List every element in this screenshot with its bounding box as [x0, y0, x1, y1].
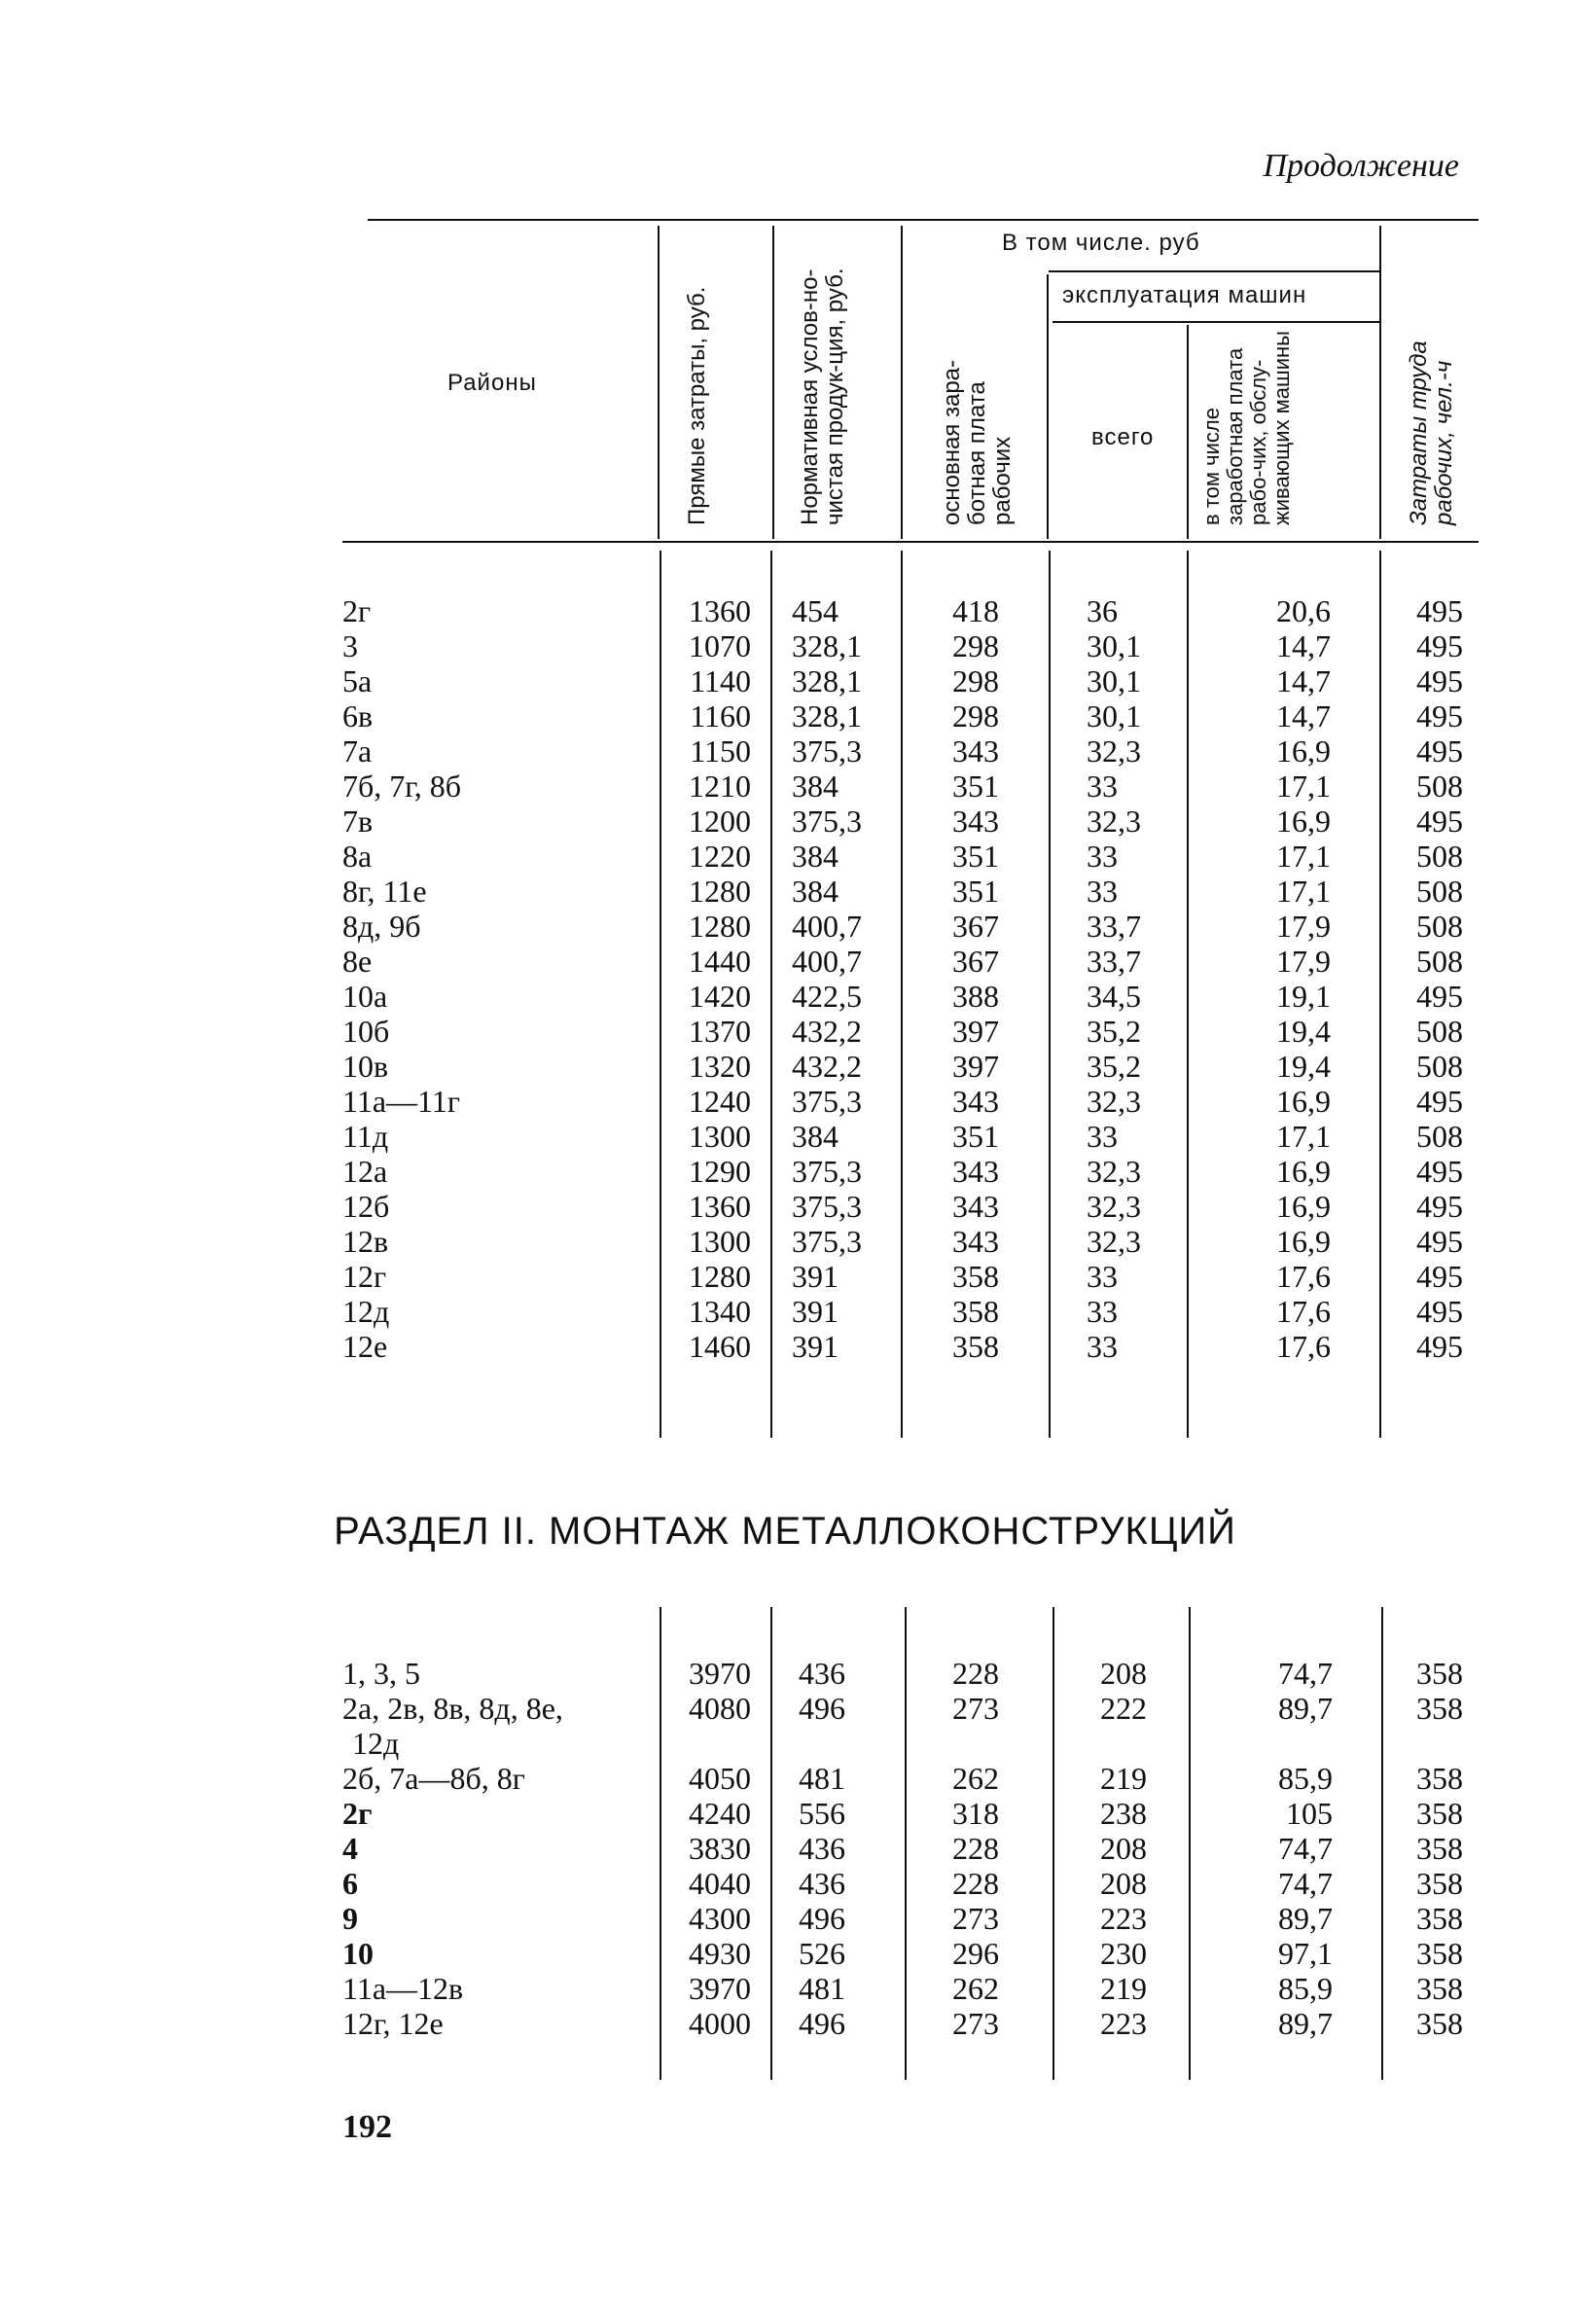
header-divider	[1379, 226, 1381, 539]
table-cell: 33	[1087, 1119, 1118, 1154]
table-row	[0, 874, 1570, 909]
table-cell: 17,1	[1276, 1119, 1331, 1154]
table-row	[0, 1259, 1570, 1294]
table-cell: 351	[952, 769, 999, 804]
table-cell: 2г	[342, 1796, 373, 1831]
table-cell: 223	[1100, 2006, 1147, 2041]
table-cell: 1160	[690, 698, 751, 733]
table-cell: 273	[952, 1691, 999, 1726]
table-row	[0, 593, 1570, 628]
table-cell: 375,3	[792, 804, 862, 839]
header-normative: Нормативная услов-но-чистая продук-ция, руб.	[797, 268, 848, 525]
table-cell: 33,7	[1087, 944, 1141, 979]
table-cell: 20,6	[1276, 593, 1331, 628]
table-cell: 17,1	[1276, 839, 1331, 874]
table-cell: 1320	[689, 1049, 751, 1084]
table-cell: 508	[1416, 1014, 1463, 1049]
table-cell: 3970	[689, 1971, 751, 2006]
table-cell: 384	[792, 839, 839, 874]
table-cell: 1360	[689, 593, 751, 628]
table-row	[0, 2006, 1570, 2041]
table-row	[0, 979, 1570, 1014]
table-cell: 358	[1416, 1831, 1463, 1866]
table-cell: 208	[1100, 1866, 1147, 1901]
table-cell: 228	[952, 1656, 999, 1691]
table-cell: 230	[1100, 1936, 1147, 1971]
table-row	[0, 1189, 1570, 1224]
table-cell: 495	[1416, 1084, 1463, 1119]
table-cell: 3830	[689, 1831, 751, 1866]
table-cell: 375,3	[792, 1189, 862, 1224]
table-cell: 7а	[342, 733, 373, 769]
table-cell: 318	[952, 1796, 999, 1831]
table-cell: 298	[952, 628, 999, 663]
table-cell: 6	[342, 1866, 358, 1901]
table-cell: 74,7	[1278, 1866, 1333, 1901]
table-cell: 1220	[689, 839, 751, 874]
table-cell: 14,7	[1276, 628, 1331, 663]
table-cell: 12г	[342, 1259, 387, 1294]
table-cell: 1, 3, 5	[342, 1656, 420, 1691]
table-row	[0, 1294, 1570, 1329]
table-cell: 4	[342, 1831, 358, 1866]
table-cell: 17,6	[1276, 1329, 1331, 1364]
table-cell: 33	[1087, 1294, 1118, 1329]
table-cell: 495	[1416, 979, 1463, 1014]
table-cell: 85,9	[1278, 1761, 1333, 1796]
table-cell: 358	[1416, 1796, 1463, 1831]
table-cell: 358	[1416, 1901, 1463, 1936]
table-cell: 384	[792, 1119, 839, 1154]
table-cell: 1280	[689, 874, 751, 909]
table-cell: 228	[952, 1866, 999, 1901]
table-cell: 33	[1087, 769, 1118, 804]
table-cell: 32,3	[1087, 1189, 1141, 1224]
table-row	[0, 1084, 1570, 1119]
table-cell: 32,3	[1087, 1084, 1141, 1119]
table-row	[0, 1154, 1570, 1189]
table-cell: 12в	[342, 1224, 389, 1259]
table-cell: 12а	[342, 1154, 388, 1189]
table-cell: 3970	[689, 1656, 751, 1691]
table-cell: 11а—11г	[342, 1084, 460, 1119]
table-cell: 343	[952, 804, 999, 839]
table-cell: 32,3	[1087, 1154, 1141, 1189]
table-cell: 495	[1416, 1189, 1463, 1224]
table-cell: 16,9	[1276, 1189, 1331, 1224]
header-incl-group: В том числе. руб	[1002, 230, 1200, 256]
table-cell: 33	[1087, 1329, 1118, 1364]
table-cell: 495	[1416, 628, 1463, 663]
table-cell: 358	[1416, 2006, 1463, 2041]
table-cell: 432,2	[792, 1049, 862, 1084]
table-cell: 16,9	[1276, 1224, 1331, 1259]
header-divider	[772, 226, 774, 539]
table-cell: 328,1	[792, 663, 862, 698]
header-incl-machine-wage: в том числе заработная плата рабо-чих, обслу-живающих машины	[1199, 331, 1294, 525]
header-divider	[901, 226, 903, 539]
table-row	[0, 944, 1570, 979]
table-cell: 74,7	[1278, 1831, 1333, 1866]
table-cell: 36	[1087, 593, 1118, 628]
table-cell: 328,1	[792, 628, 862, 663]
table-cell: 16,9	[1276, 1084, 1331, 1119]
table-cell: 4040	[689, 1866, 751, 1901]
table-row	[0, 1831, 1570, 1866]
table-cell: 384	[792, 769, 839, 804]
table-cell: 328,1	[792, 698, 862, 733]
table-cell: 358	[952, 1329, 999, 1364]
table-cell: 1070	[689, 628, 751, 663]
table-row	[0, 1049, 1570, 1084]
table-cell: 30,1	[1087, 663, 1141, 698]
table-cell: 400,7	[792, 909, 862, 944]
table-row	[0, 698, 1570, 733]
table-cell: 495	[1416, 698, 1463, 733]
table-cell: 222	[1100, 1691, 1147, 1726]
table-row	[0, 909, 1570, 944]
table-cell: 6в	[342, 698, 374, 733]
table-row	[0, 1014, 1570, 1049]
table-row	[0, 1971, 1570, 2006]
table-cell: 375,3	[792, 733, 862, 769]
table-cell: 1360	[689, 1189, 751, 1224]
table-cell: 89,7	[1278, 2006, 1333, 2041]
table-cell: 432,2	[792, 1014, 862, 1049]
table-row	[0, 1329, 1570, 1364]
table-cell: 367	[952, 944, 999, 979]
table-cell: 1210	[689, 769, 751, 804]
table-cell: 17,6	[1276, 1259, 1331, 1294]
table-row	[0, 1901, 1570, 1936]
table-cell: 298	[952, 663, 999, 698]
table-cell: 14,7	[1276, 698, 1331, 733]
table-cell: 4240	[689, 1796, 751, 1831]
table-cell: 97,1	[1278, 1936, 1333, 1971]
table-cell: 4080	[689, 1691, 751, 1726]
table-cell: 496	[799, 1691, 845, 1726]
table-cell: 12б	[342, 1189, 390, 1224]
table-cell: 35,2	[1087, 1014, 1141, 1049]
table-cell: 495	[1416, 1294, 1463, 1329]
table-cell: 1280	[689, 909, 751, 944]
table-cell: 228	[952, 1831, 999, 1866]
table-cell: 273	[952, 2006, 999, 2041]
table-cell: 495	[1416, 663, 1463, 698]
table-cell: 454	[792, 593, 839, 628]
table-cell: 343	[952, 1154, 999, 1189]
table-cell: 358	[1416, 1971, 1463, 2006]
table-cell: 33	[1087, 874, 1118, 909]
table-cell: 89,7	[1278, 1901, 1333, 1936]
table-cell: 17,1	[1276, 769, 1331, 804]
table-cell: 375,3	[792, 1154, 862, 1189]
table-cell: 508	[1416, 769, 1463, 804]
table-cell: 296	[952, 1936, 999, 1971]
table-cell: 508	[1416, 1049, 1463, 1084]
table-cell: 358	[1416, 1936, 1463, 1971]
table-cell: 262	[952, 1971, 999, 2006]
table-cell: 397	[952, 1049, 999, 1084]
table-cell: 358	[952, 1294, 999, 1329]
table-cell: 9	[342, 1901, 358, 1936]
table-cell: 17,6	[1276, 1294, 1331, 1329]
table-cell: 1440	[689, 944, 751, 979]
table-cell: 358	[1416, 1691, 1463, 1726]
table-row	[0, 733, 1570, 769]
table-cell: 358	[1416, 1761, 1463, 1796]
table-cell: 481	[799, 1761, 845, 1796]
table-cell: 1200	[689, 804, 751, 839]
table-cell: 3	[342, 628, 358, 663]
table-cell: 33	[1087, 1259, 1118, 1294]
table-cell: 508	[1416, 874, 1463, 909]
table-cell: 418	[952, 593, 999, 628]
table-cell: 391	[792, 1329, 839, 1364]
table-cell: 12д	[342, 1294, 390, 1329]
table-cell: 273	[952, 1901, 999, 1936]
table-cell: 358	[1416, 1656, 1463, 1691]
table-cell: 298	[952, 698, 999, 733]
header-divider	[1187, 325, 1189, 539]
table-cell: 17,9	[1276, 909, 1331, 944]
table-cell: 1280	[689, 1259, 751, 1294]
table-cell: 8г, 11е	[342, 874, 427, 909]
table-cell: 343	[952, 733, 999, 769]
table-row	[0, 839, 1570, 874]
table-cell: 1460	[689, 1329, 751, 1364]
table-cell: 400,7	[792, 944, 862, 979]
continuation-label: Продолжение	[1263, 148, 1459, 184]
header-base-wage: основная зара-ботная плата рабочих	[939, 359, 1016, 525]
incl-group-rule	[1049, 270, 1381, 272]
table-cell: 4050	[689, 1761, 751, 1796]
table-cell: 351	[952, 839, 999, 874]
table-row	[0, 1119, 1570, 1154]
table-cell: 495	[1416, 733, 1463, 769]
table-cell: 1300	[689, 1224, 751, 1259]
table-row	[0, 1936, 1570, 1971]
table-cell: 7б, 7г, 8б	[342, 769, 462, 804]
table-cell: 1420	[689, 979, 751, 1014]
table-cell: 436	[799, 1831, 845, 1866]
table-cell: 391	[792, 1294, 839, 1329]
table-cell: 5а	[342, 663, 373, 698]
table-cell: 12д	[352, 1726, 400, 1761]
table-cell: 10	[342, 1936, 374, 1971]
table-cell: 17,1	[1276, 874, 1331, 909]
table-cell: 496	[799, 2006, 845, 2041]
table-cell: 30,1	[1087, 698, 1141, 733]
table-cell: 391	[792, 1259, 839, 1294]
table-cell: 508	[1416, 909, 1463, 944]
table-cell: 358	[1416, 1866, 1463, 1901]
table-cell: 343	[952, 1084, 999, 1119]
table-cell: 10в	[342, 1049, 389, 1084]
header-divider	[1047, 274, 1049, 539]
table-cell: 375,3	[792, 1084, 862, 1119]
table-cell: 436	[799, 1656, 845, 1691]
header-direct-costs: Прямые затраты, руб.	[684, 286, 710, 525]
table-cell: 33,7	[1087, 909, 1141, 944]
table-cell: 384	[792, 874, 839, 909]
table-cell: 33	[1087, 839, 1118, 874]
table-cell: 367	[952, 909, 999, 944]
table-cell: 1150	[690, 733, 751, 769]
table-cell: 495	[1416, 804, 1463, 839]
table-cell: 85,9	[1278, 1971, 1333, 2006]
table-row	[0, 1866, 1570, 1901]
table-cell: 1290	[689, 1154, 751, 1189]
table-row	[0, 769, 1570, 804]
table-cell: 508	[1416, 839, 1463, 874]
table-cell: 526	[799, 1936, 845, 1971]
table-cell: 30,1	[1087, 628, 1141, 663]
machine-group-rule	[1053, 321, 1381, 323]
table-cell: 7в	[342, 804, 374, 839]
table-cell: 89,7	[1278, 1691, 1333, 1726]
table-cell: 262	[952, 1761, 999, 1796]
table-cell: 32,3	[1087, 733, 1141, 769]
table-cell: 34,5	[1087, 979, 1141, 1014]
table-cell: 208	[1100, 1831, 1147, 1866]
table-cell: 481	[799, 1971, 845, 2006]
table-cell: 12е	[342, 1329, 388, 1364]
table-row	[0, 1796, 1570, 1831]
table-cell: 8а	[342, 839, 373, 874]
table-cell: 495	[1416, 1329, 1463, 1364]
table-cell: 351	[952, 1119, 999, 1154]
table-cell: 388	[952, 979, 999, 1014]
table-row	[0, 663, 1570, 698]
table-cell: 343	[952, 1189, 999, 1224]
table-cell: 10а	[342, 979, 388, 1014]
table-cell: 8е	[342, 944, 373, 979]
table-cell: 219	[1100, 1971, 1147, 2006]
table-cell: 496	[799, 1901, 845, 1936]
table-cell: 32,3	[1087, 804, 1141, 839]
header-total: всего	[1091, 424, 1155, 450]
table-row	[0, 1761, 1570, 1796]
table-cell: 238	[1100, 1796, 1147, 1831]
table-cell: 19,4	[1276, 1049, 1331, 1084]
table-row	[0, 628, 1570, 663]
table-cell: 4000	[689, 2006, 751, 2041]
table-cell: 495	[1416, 593, 1463, 628]
table-cell: 508	[1416, 944, 1463, 979]
page-number: 192	[342, 2109, 392, 2145]
table-cell: 16,9	[1276, 733, 1331, 769]
table-cell: 16,9	[1276, 804, 1331, 839]
table-cell: 208	[1100, 1656, 1147, 1691]
table-cell: 16,9	[1276, 1154, 1331, 1189]
table-row	[0, 1224, 1570, 1259]
table-row	[0, 1656, 1570, 1691]
table-cell: 495	[1416, 1224, 1463, 1259]
table-cell: 14,7	[1276, 663, 1331, 698]
header-labor: Затраты труда рабочих, чел.-ч	[1406, 340, 1457, 525]
table-cell: 495	[1416, 1259, 1463, 1294]
table-cell: 17,9	[1276, 944, 1331, 979]
table-cell: 10б	[342, 1014, 390, 1049]
table-cell: 2б, 7а—8б, 8г	[342, 1761, 525, 1796]
table-cell: 2г	[342, 593, 372, 628]
header-divider	[658, 226, 660, 539]
table-cell: 556	[799, 1796, 845, 1831]
table-cell: 223	[1100, 1901, 1147, 1936]
header-region: Районы	[447, 370, 537, 396]
table-cell: 375,3	[792, 1224, 862, 1259]
table-cell: 1240	[689, 1084, 751, 1119]
table-cell: 1340	[689, 1294, 751, 1329]
table-cell: 219	[1100, 1761, 1147, 1796]
table-cell: 4930	[689, 1936, 751, 1971]
table-cell: 8д, 9б	[342, 909, 421, 944]
table-cell: 397	[952, 1014, 999, 1049]
table-cell: 436	[799, 1866, 845, 1901]
table-row	[0, 1691, 1570, 1761]
table-cell: 358	[952, 1259, 999, 1294]
table-cell: 422,5	[792, 979, 862, 1014]
table-cell: 12г, 12е	[342, 2006, 444, 2041]
table-cell: 508	[1416, 1119, 1463, 1154]
table-cell: 1300	[689, 1119, 751, 1154]
table-cell: 19,1	[1276, 979, 1331, 1014]
header-bottom-rule	[342, 541, 1479, 543]
header-machine-group: эксплуатация машин	[1062, 282, 1307, 308]
table-row	[0, 804, 1570, 839]
table-cell: 105	[1286, 1796, 1333, 1831]
table-cell: 1140	[690, 663, 751, 698]
table-cell: 4300	[689, 1901, 751, 1936]
table-cell: 2а, 2в, 8в, 8д, 8е,	[342, 1691, 563, 1726]
table-cell: 11д	[342, 1119, 389, 1154]
table-cell: 35,2	[1087, 1049, 1141, 1084]
table-cell: 11а—12в	[342, 1971, 464, 2006]
table-cell: 74,7	[1278, 1656, 1333, 1691]
table-cell: 19,4	[1276, 1014, 1331, 1049]
table-cell: 32,3	[1087, 1224, 1141, 1259]
table-cell: 351	[952, 874, 999, 909]
table-top-rule	[368, 219, 1479, 221]
table-cell: 343	[952, 1224, 999, 1259]
table-cell: 1370	[689, 1014, 751, 1049]
table-cell: 495	[1416, 1154, 1463, 1189]
section-title: РАЗДЕЛ II. МОНТАЖ МЕТАЛЛОКОНСТРУКЦИЙ	[334, 1510, 1236, 1553]
